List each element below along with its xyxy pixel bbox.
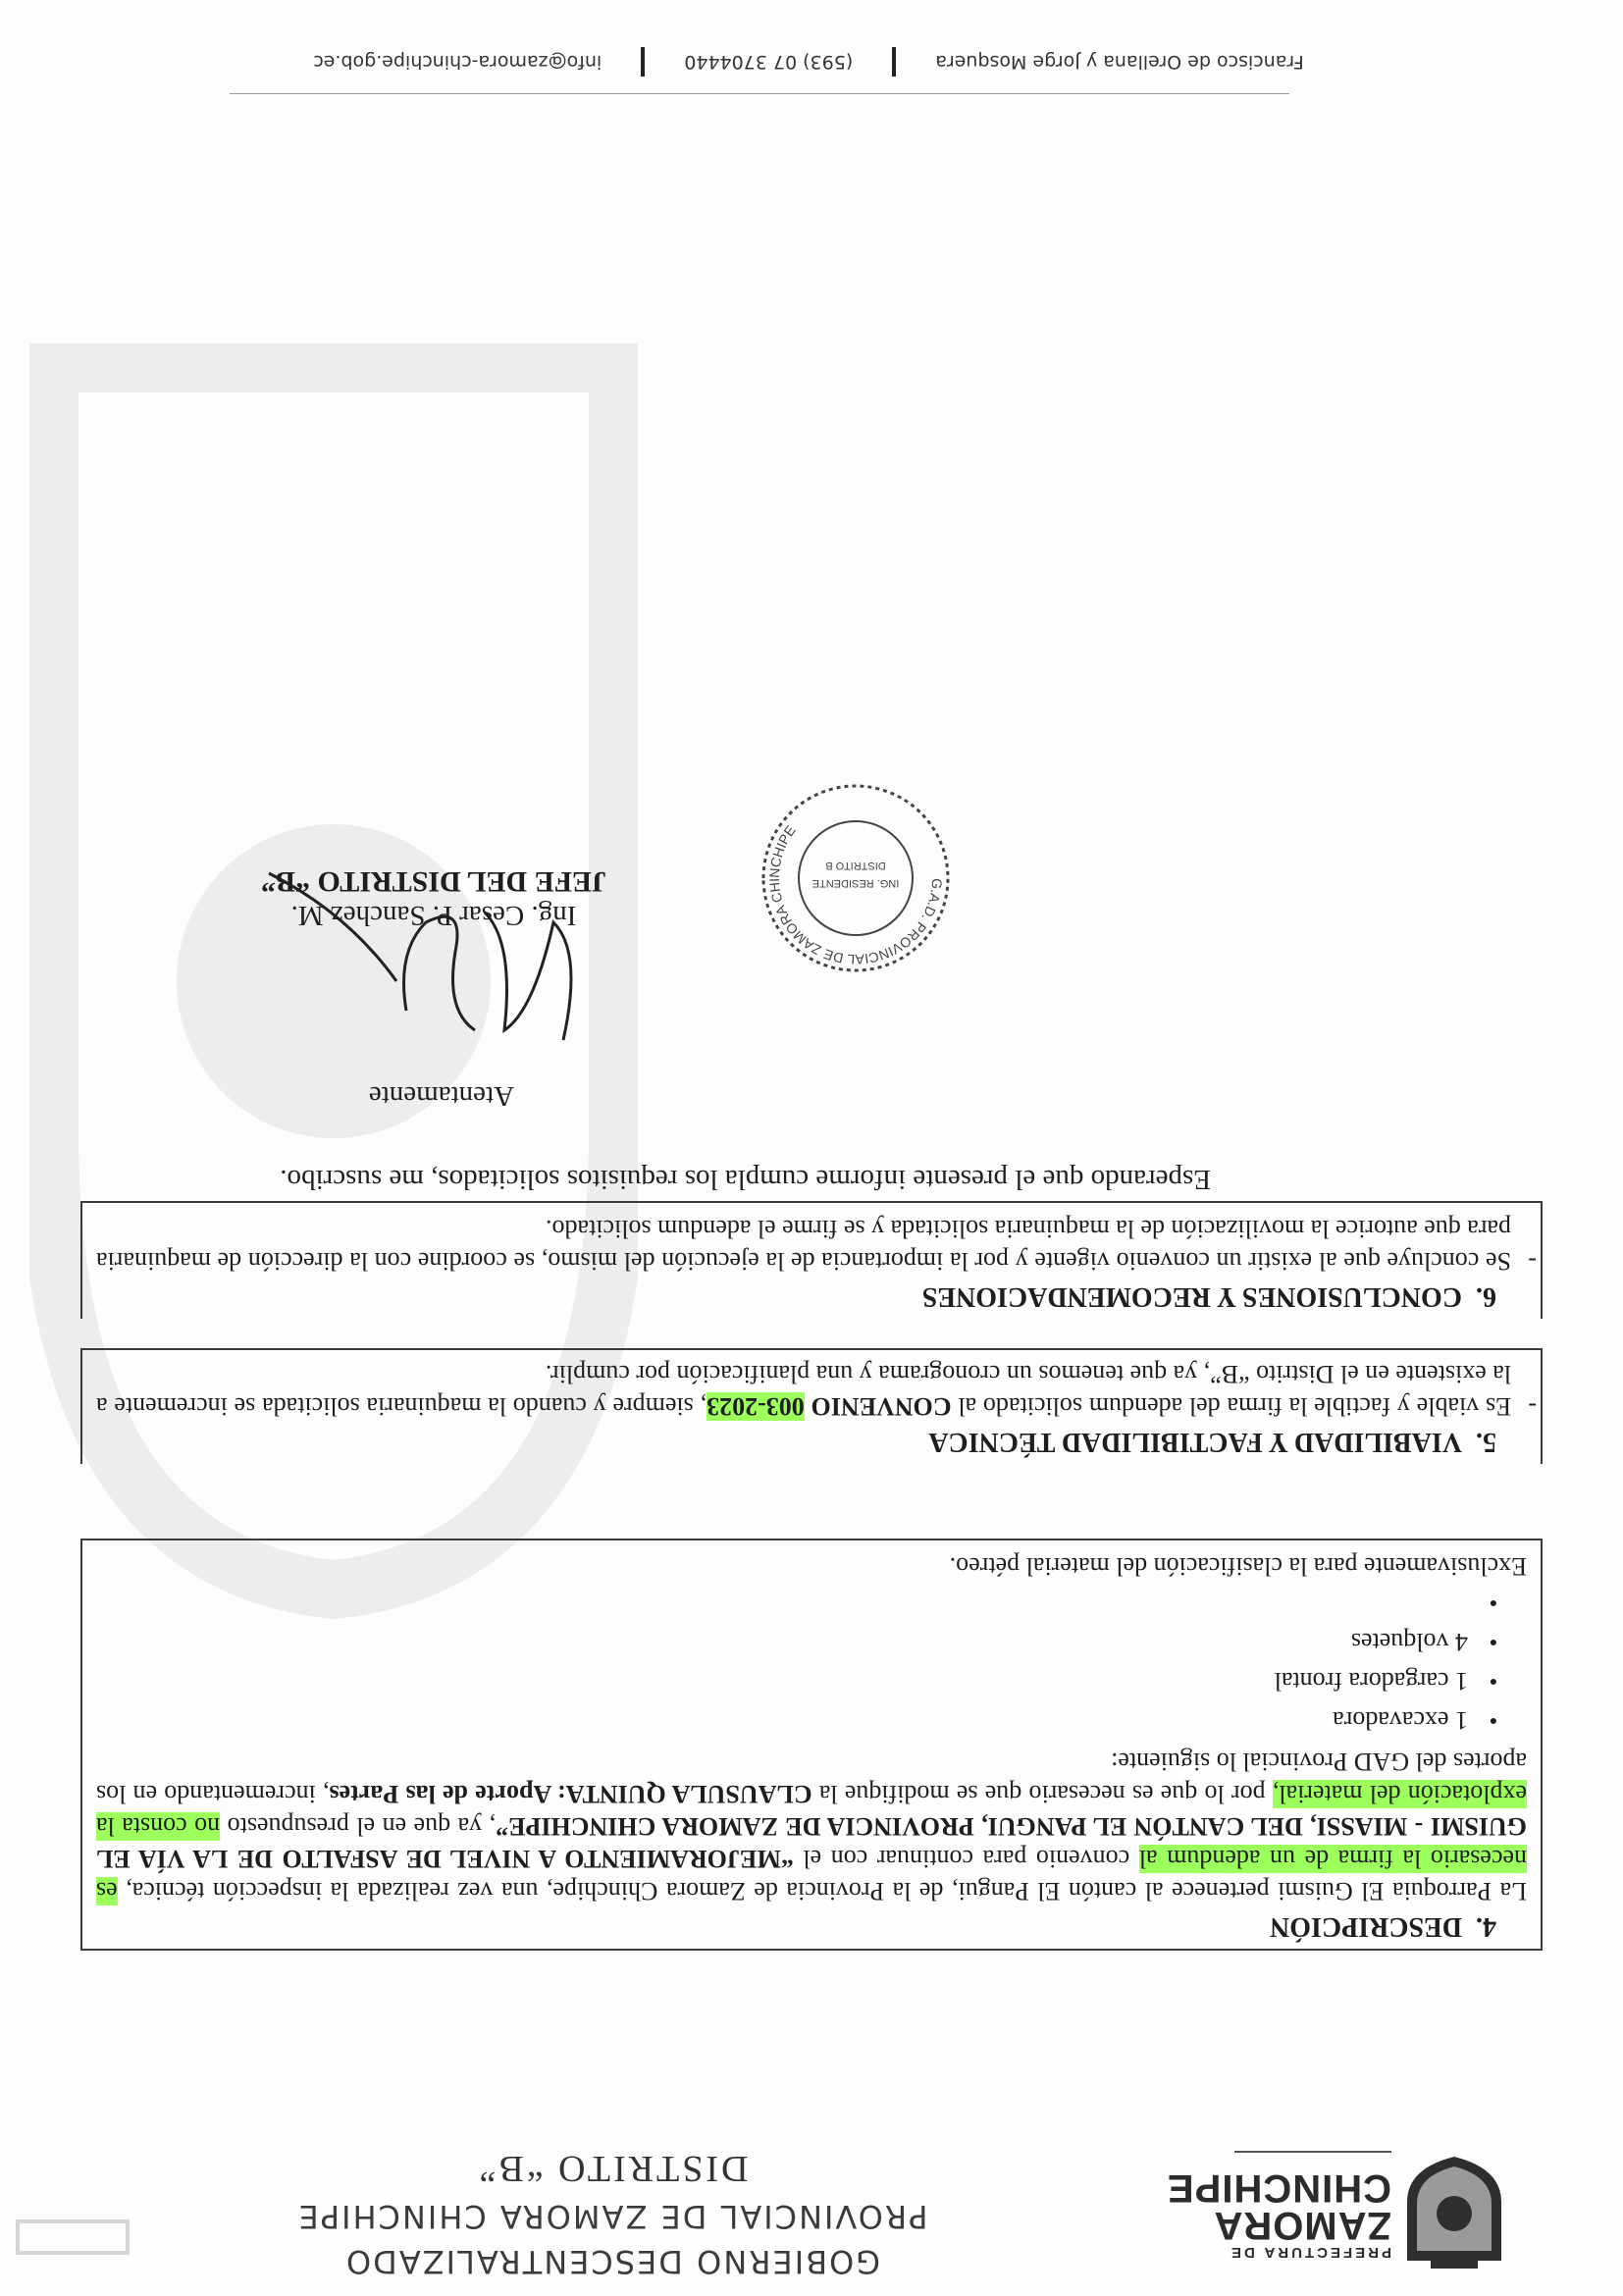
svg-text:G.A.D. PROVINCIAL DE ZAMORA CH: G.A.D. PROVINCIAL DE ZAMORA CHINCHIPE	[765, 822, 946, 968]
svg-text:ING. RESIDENTE: ING. RESIDENTE	[812, 877, 900, 889]
section-6-paragraph: - Se concluye que al existir un convenio vigente y por la importancia de la ejecución del mismo, se coordine con la dirección de maquinaria para que autorice la movilización de la maquinaria solicitada y se firme el adendum solicitado.	[96, 1215, 1537, 1276]
footer-phone: (593) 07 3704440	[684, 51, 854, 73]
section-5-paragraph: - Es viable y factible la firma del adendum solicitado al CONVENIO 003-2023, siempre y cuando la maquinaria solicitada se incremente a la existente en el Distrito “B”, ya que tenemos un cronograma y una planificación por cumplir.	[95, 1360, 1537, 1421]
highlight-3: 003-2023	[707, 1392, 805, 1421]
logo-line2: CHINCHIPE	[1166, 2166, 1391, 2210]
list-item: ● 1 excavadora	[82, 1700, 1497, 1740]
section-6-conclusiones	[80, 1201, 1543, 1319]
list-item	[82, 1583, 1497, 1622]
section-5-viabilidad	[80, 1348, 1543, 1464]
section-4-paragraph: La Parroquia El Guismi pertenece al cantón El Pangui, de la Provincia de Zamora Chinchipe, una vez realizada la inspección técnica, es necesario la firma de un adendum al convenio para continuar con el “MEJORAMIENTO A NIVEL DE ASFALTO DE LA VÍA EL GUISMI - MIASSI, DEL CANTÓN EL PANGUI, PROVINCIA DE ZAMORA CHINCHIPE”, ya que en el presupuesto no consta la explotación del material, por lo que es necesario que se modifique la CLAUSULA QUINTA: Aporte de las Partes, incrementando en los aportes del GAD Provincial lo siguiente:	[95, 1748, 1527, 1905]
signer-name: Ing. Cesar P. Sanchez M.	[290, 900, 577, 931]
footer-rule	[230, 93, 1289, 94]
header-title	[239, 2143, 985, 2284]
header-line1: GOBIERNO DESCENTRALIZADO	[343, 2243, 881, 2280]
prefectura-logo	[1166, 2153, 1507, 2270]
section-4-title: 4.DESCRIPCIÓN	[1269, 1911, 1496, 1942]
footer-separator	[641, 47, 645, 77]
machinery-list	[82, 1583, 1541, 1740]
footer-address: Francisco de Orellana y Jorge Mosquera	[935, 51, 1304, 73]
section-4-closing-line: Exclusivamente para la clasificación del material pétreo.	[949, 1552, 1527, 1581]
list-item: ● 4 volquetes	[82, 1622, 1497, 1661]
logo-underline	[1234, 2151, 1391, 2153]
section-4-descripcion	[80, 1539, 1543, 1951]
section-6-title: 6.CONCLUSIONES Y RECOMENDACIONES	[921, 1281, 1496, 1312]
faint-mark	[14, 2218, 131, 2257]
header-line3: DISTRITO “B”	[476, 2148, 749, 2189]
footer-separator	[892, 47, 896, 77]
logo-line1: ZAMORA	[1213, 2204, 1391, 2247]
atentamente: Atentamente	[368, 1080, 514, 1112]
official-seal	[758, 780, 954, 976]
logo-small-text: PREFECTURA DE	[1229, 2244, 1391, 2261]
list-item: ● 1 cargadora frontal	[82, 1661, 1497, 1700]
header-line2: PROVINCIAL DE ZAMORA CHINCHIPE	[296, 2198, 928, 2235]
svg-text:DISTRITO B: DISTRITO B	[825, 860, 886, 871]
footer-email: info@zamora-chinchipe.gob.ec	[313, 51, 602, 73]
footer	[239, 47, 1378, 77]
section-5-title: 5.VIABILIDAD Y FACTIBILIDAD TÉCNICA	[928, 1427, 1496, 1457]
signer-role: JEFE DEL DISTRITO “B”	[260, 865, 607, 898]
highlight-2: no consta la explotación del material,	[96, 1780, 1527, 1841]
shield-icon	[1401, 2155, 1507, 2270]
closing-sentence: Esperando que el presente informe cumpla los requisitos solicitados, me suscribo.	[280, 1164, 1211, 1195]
signer-block	[237, 863, 630, 932]
highlight-1: es necesario la firma de un adendum al	[96, 1845, 1527, 1905]
